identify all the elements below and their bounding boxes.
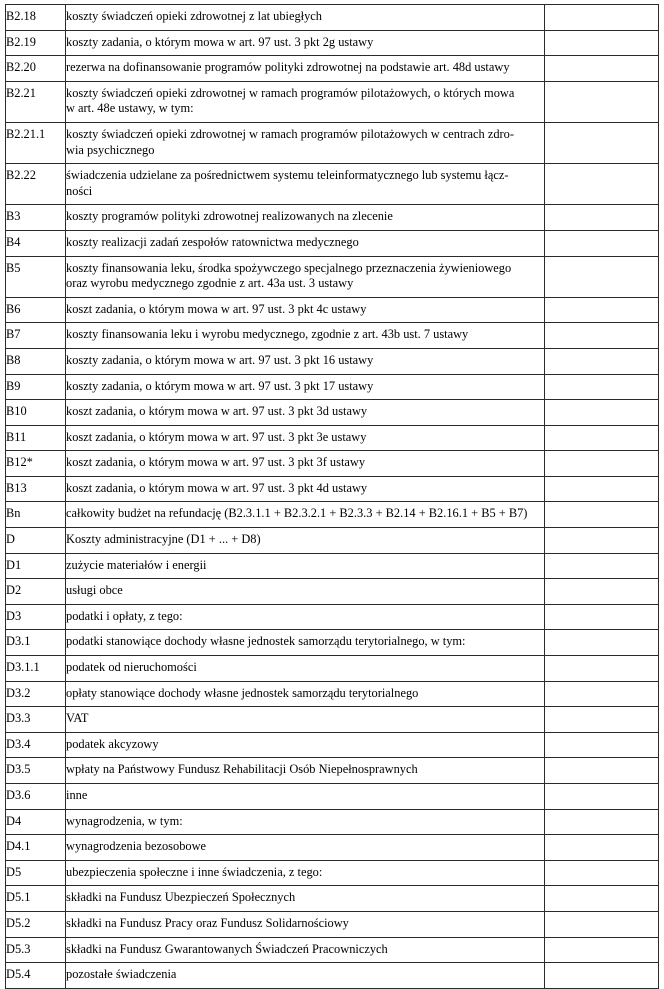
row-code-cell: D3.4 [6, 732, 66, 758]
row-description-line: koszty zadania, o którym mowa w art. 97 ust. 3 pkt 2g ustawy [66, 34, 374, 49]
row-amount-cell[interactable] [545, 122, 659, 163]
row-description-line: opłaty stanowiące dochody własne jednostek samorządu terytorialnego [66, 685, 419, 700]
row-amount-cell[interactable] [545, 425, 659, 451]
row-description-cell [66, 860, 545, 886]
row-description-line: pozostałe świadczenia [66, 967, 177, 982]
row-code-cell: B2.18 [6, 5, 66, 31]
row-amount-cell[interactable] [545, 400, 659, 426]
row-code-cell: B4 [6, 230, 66, 256]
row-amount-cell[interactable] [545, 502, 659, 528]
table-row [6, 476, 659, 502]
row-amount-cell[interactable] [545, 681, 659, 707]
row-description-line: podatek od nieruchomości [66, 660, 197, 675]
row-description-line: składki na Fundusz Gwarantowanych Świadczeń Pracowniczych [66, 941, 388, 956]
row-code-cell: D4 [6, 809, 66, 835]
row-code-cell: D [6, 528, 66, 554]
row-code-cell: D3.5 [6, 758, 66, 784]
table-row [6, 937, 659, 963]
table-row [6, 230, 659, 256]
row-code-cell: B9 [6, 374, 66, 400]
row-amount-cell[interactable] [545, 963, 659, 989]
row-amount-cell[interactable] [545, 604, 659, 630]
row-code-cell: B3 [6, 205, 66, 231]
row-amount-cell[interactable] [545, 579, 659, 605]
row-code-cell: B2.19 [6, 30, 66, 56]
row-code-cell: B2.21.1 [6, 122, 66, 163]
row-description-line: oraz wyrobu medycznego zgodnie z art. 43a ust. 3 ustawy [66, 276, 354, 291]
row-code-cell: D5.1 [6, 886, 66, 912]
row-description-cell [66, 425, 545, 451]
row-amount-cell[interactable] [545, 630, 659, 656]
row-description-line: ności [66, 183, 93, 198]
row-code-cell: D4.1 [6, 835, 66, 861]
row-description-cell [66, 707, 545, 733]
row-code-cell: B8 [6, 348, 66, 374]
row-description-cell [66, 56, 545, 82]
row-code-cell: D3.1.1 [6, 656, 66, 682]
row-description-cell [66, 681, 545, 707]
table-row [6, 56, 659, 82]
row-description-line: podatki i opłaty, z tego: [66, 608, 183, 623]
row-amount-cell[interactable] [545, 528, 659, 554]
row-amount-cell[interactable] [545, 374, 659, 400]
table-row [6, 502, 659, 528]
row-code-cell: B2.21 [6, 81, 66, 122]
row-amount-cell[interactable] [545, 809, 659, 835]
row-amount-cell[interactable] [545, 323, 659, 349]
row-description-cell [66, 784, 545, 810]
table-row [6, 707, 659, 733]
table-row [6, 256, 659, 297]
row-description-cell [66, 528, 545, 554]
row-description-line: wynagrodzenia, w tym: [66, 813, 183, 828]
row-amount-cell[interactable] [545, 553, 659, 579]
row-description-line: koszty świadczeń opieki zdrowotnej w ramach programów pilotażowych, o których mowa [66, 85, 515, 100]
row-description-line: VAT [66, 711, 89, 726]
row-description-line: koszty świadczeń opieki zdrowotnej w ramach programów pilotażowych w centrach zdro- [66, 126, 514, 141]
table-row [6, 297, 659, 323]
row-description-line: koszt zadania, o którym mowa w art. 97 ust. 3 pkt 3e ustawy [66, 429, 367, 444]
row-description-cell [66, 502, 545, 528]
row-code-cell: B7 [6, 323, 66, 349]
row-code-cell: B2.22 [6, 164, 66, 205]
row-code-cell: B13 [6, 476, 66, 502]
table-row [6, 784, 659, 810]
row-amount-cell[interactable] [545, 732, 659, 758]
table-row [6, 323, 659, 349]
row-amount-cell[interactable] [545, 784, 659, 810]
table-row [6, 81, 659, 122]
row-description-line: wpłaty na Państwowy Fundusz Rehabilitacji Osób Niepełnosprawnych [66, 762, 418, 777]
row-description-cell [66, 579, 545, 605]
row-description-line: Koszty administracyjne (D1 + ... + D8) [66, 532, 261, 547]
table-row [6, 963, 659, 989]
row-amount-cell[interactable] [545, 656, 659, 682]
row-description-cell [66, 256, 545, 297]
row-code-cell: B12* [6, 451, 66, 477]
row-description-line: koszty finansowania leku, środka spożywczego specjalnego przeznaczenia żywieniowego [66, 260, 512, 275]
row-code-cell: Bn [6, 502, 66, 528]
row-description-cell [66, 732, 545, 758]
table-row [6, 451, 659, 477]
table-body [6, 5, 659, 989]
table-row [6, 400, 659, 426]
row-description-line: składki na Fundusz Pracy oraz Fundusz Solidarnościowy [66, 915, 349, 930]
row-code-cell: D3.6 [6, 784, 66, 810]
row-description-cell [66, 886, 545, 912]
table-row [6, 348, 659, 374]
row-description-cell [66, 937, 545, 963]
row-amount-cell[interactable] [545, 707, 659, 733]
row-description-cell [66, 348, 545, 374]
row-description-line: całkowity budżet na refundację (B2.3.1.1 + B2.3.2.1 + B2.3.3 + B2.14 + B2.16.1 + B5 + B7) [66, 506, 528, 521]
row-amount-cell[interactable] [545, 56, 659, 82]
row-description-line: koszty realizacji zadań zespołów ratownictwa medycznego [66, 234, 359, 249]
row-amount-cell[interactable] [545, 835, 659, 861]
table-row [6, 553, 659, 579]
row-code-cell: B6 [6, 297, 66, 323]
table-row [6, 122, 659, 163]
row-description-line: świadczenia udzielane za pośrednictwem systemu teleinformatycznego lub systemu łącz- [66, 168, 509, 183]
row-description-line: koszty programów polityki zdrowotnej realizowanych na zlecenie [66, 209, 393, 224]
table-row [6, 30, 659, 56]
row-description-cell [66, 230, 545, 256]
row-description-line: koszt zadania, o którym mowa w art. 97 ust. 3 pkt 3f ustawy [66, 455, 366, 470]
row-code-cell: D1 [6, 553, 66, 579]
row-description-cell [66, 451, 545, 477]
table-row [6, 758, 659, 784]
table-row [6, 528, 659, 554]
row-description-line: rezerwa na dofinansowanie programów polityki zdrowotnej na podstawie art. 48d ustawy [66, 60, 510, 75]
row-amount-cell[interactable] [545, 758, 659, 784]
row-description-line: podatek akcyzowy [66, 736, 159, 751]
table-row [6, 860, 659, 886]
row-description-cell [66, 835, 545, 861]
row-description-cell [66, 30, 545, 56]
row-amount-cell[interactable] [545, 256, 659, 297]
row-description-line: koszty świadczeń opieki zdrowotnej z lat ubiegłych [66, 9, 322, 23]
row-amount-cell[interactable] [545, 886, 659, 912]
row-description-line: koszty zadania, o którym mowa w art. 97 ust. 3 pkt 17 ustawy [66, 378, 374, 393]
row-amount-cell[interactable] [545, 476, 659, 502]
row-description-line: składki na Fundusz Ubezpieczeń Społecznych [66, 890, 296, 905]
row-amount-cell[interactable] [545, 30, 659, 56]
table-row [6, 886, 659, 912]
row-description-cell [66, 604, 545, 630]
table-row [6, 835, 659, 861]
row-description-line: podatki stanowiące dochody własne jednostek samorządu terytorialnego, w tym: [66, 634, 466, 649]
table-row [6, 425, 659, 451]
row-amount-cell[interactable] [545, 230, 659, 256]
row-description-cell [66, 374, 545, 400]
table-row [6, 205, 659, 231]
row-description-line: wynagrodzenia bezosobowe [66, 839, 207, 854]
table-row [6, 630, 659, 656]
row-description-line: ubezpieczenia społeczne i inne świadczenia, z tego: [66, 864, 323, 879]
row-amount-cell[interactable] [545, 451, 659, 477]
row-code-cell: D3 [6, 604, 66, 630]
row-description-cell [66, 758, 545, 784]
row-description-line: koszty finansowania leku i wyrobu medycznego, zgodnie z art. 43b ust. 7 ustawy [66, 327, 469, 342]
table-row [6, 604, 659, 630]
row-description-line: wia psychicznego [66, 142, 155, 157]
table-row [6, 164, 659, 205]
row-description-line: inne [66, 788, 88, 802]
row-code-cell: B5 [6, 256, 66, 297]
row-description-line: zużycie materiałów i energii [66, 557, 207, 572]
table-row [6, 656, 659, 682]
row-description-cell [66, 553, 545, 579]
row-description-line: w art. 48e ustawy, w tym: [66, 101, 194, 116]
row-description-cell [66, 5, 545, 31]
table-row [6, 5, 659, 31]
row-description-cell [66, 400, 545, 426]
row-code-cell: B2.20 [6, 56, 66, 82]
row-description-line: koszt zadania, o którym mowa w art. 97 ust. 3 pkt 4c ustawy [66, 301, 367, 316]
row-amount-cell[interactable] [545, 860, 659, 886]
row-description-cell [66, 656, 545, 682]
table-row [6, 374, 659, 400]
table-row [6, 579, 659, 605]
row-description-cell [66, 911, 545, 937]
row-description-cell [66, 323, 545, 349]
row-amount-cell[interactable] [545, 911, 659, 937]
row-code-cell: D3.2 [6, 681, 66, 707]
row-code-cell: D5.4 [6, 963, 66, 989]
row-code-cell: D2 [6, 579, 66, 605]
row-amount-cell[interactable] [545, 937, 659, 963]
row-amount-cell[interactable] [545, 81, 659, 122]
row-description-line: koszt zadania, o którym mowa w art. 97 ust. 3 pkt 3d ustawy [66, 404, 368, 419]
table-row [6, 732, 659, 758]
row-description-line: koszt zadania, o którym mowa w art. 97 ust. 3 pkt 4d ustawy [66, 480, 368, 495]
row-amount-cell[interactable] [545, 164, 659, 205]
row-description-cell [66, 205, 545, 231]
table-row [6, 911, 659, 937]
row-code-cell: B11 [6, 425, 66, 451]
row-description-line: usługi obce [66, 583, 123, 598]
row-description-line: koszty zadania, o którym mowa w art. 97 ust. 3 pkt 16 ustawy [66, 352, 374, 367]
row-amount-cell[interactable] [545, 205, 659, 231]
budget-plan-table [5, 4, 659, 989]
row-code-cell: D3.3 [6, 707, 66, 733]
row-amount-cell[interactable] [545, 297, 659, 323]
row-description-cell [66, 809, 545, 835]
row-code-cell: D3.1 [6, 630, 66, 656]
row-description-cell [66, 297, 545, 323]
row-code-cell: D5.2 [6, 911, 66, 937]
row-code-cell: D5 [6, 860, 66, 886]
row-description-cell [66, 963, 545, 989]
table-row [6, 809, 659, 835]
row-description-cell [66, 476, 545, 502]
row-amount-cell[interactable] [545, 5, 659, 31]
row-code-cell: D5.3 [6, 937, 66, 963]
row-description-cell [66, 630, 545, 656]
row-amount-cell[interactable] [545, 348, 659, 374]
row-description-cell [66, 81, 545, 122]
row-description-cell [66, 122, 545, 163]
row-description-cell [66, 164, 545, 205]
table-row [6, 681, 659, 707]
row-code-cell: B10 [6, 400, 66, 426]
